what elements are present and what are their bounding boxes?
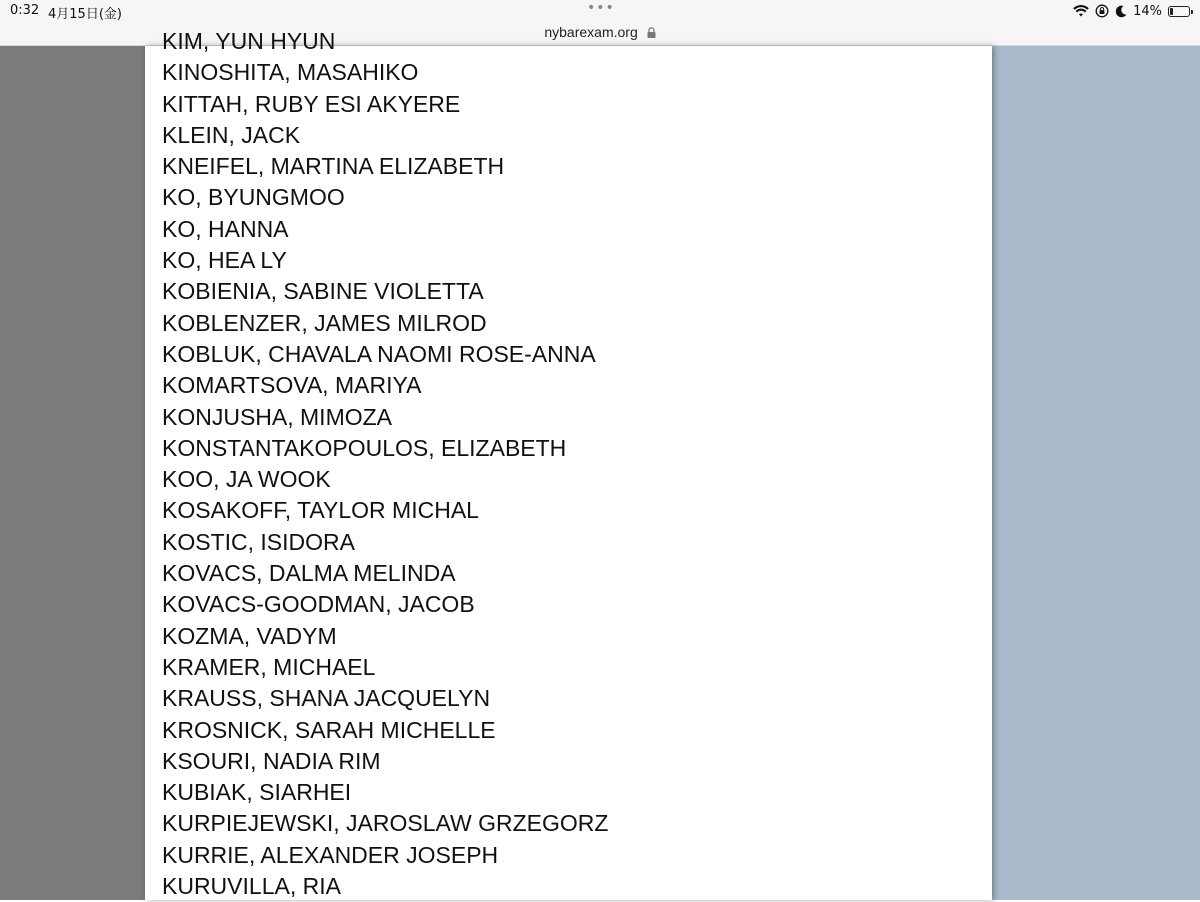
list-item: KO, HANNA <box>162 215 289 242</box>
multitasking-dots-icon[interactable]: ••• <box>587 0 615 16</box>
orientation-lock-icon <box>1095 4 1109 18</box>
list-item: KO, HEA LY <box>162 247 287 274</box>
list-item: KURUVILLA, RIA <box>162 873 341 900</box>
list-item: KITTAH, RUBY ESI AKYERE <box>162 90 461 117</box>
list-item: KOBIENIA, SABINE VIOLETTA <box>162 278 484 305</box>
list-item: KONJUSHA, MIMOZA <box>162 403 393 430</box>
status-time: 0:32 <box>10 3 40 18</box>
list-item: KLEIN, JACK <box>162 121 301 148</box>
list-item: KOSAKOFF, TAYLOR MICHAL <box>162 497 479 524</box>
list-item: KOZMA, VADYM <box>162 622 337 649</box>
list-item: KUBIAK, SIARHEI <box>162 779 352 806</box>
list-item: KO, BYUNGMOO <box>162 184 345 211</box>
list-item: KOO, JA WOOK <box>162 466 331 493</box>
list-item: KROSNICK, SARAH MICHELLE <box>162 716 496 743</box>
list-item: KOBLUK, CHAVALA NAOMI ROSE-ANNA <box>162 340 596 367</box>
moon-icon <box>1115 5 1127 18</box>
list-item: KSOURI, NADIA RIM <box>162 747 381 774</box>
list-item: KOVACS, DALMA MELINDA <box>162 560 456 587</box>
list-item: KOVACS-GOODMAN, JACOB <box>162 591 475 618</box>
candidate-name-list <box>162 26 608 902</box>
battery-level-fill <box>1170 8 1173 15</box>
address-url[interactable]: nybarexam.org <box>544 24 638 40</box>
list-item: KURRIE, ALEXANDER JOSEPH <box>162 841 499 868</box>
left-gutter <box>0 46 145 900</box>
padlock-icon <box>647 27 656 38</box>
battery-icon <box>1168 6 1190 17</box>
list-item: KURPIEJEWSKI, JAROSLAW GRZEGORZ <box>162 810 609 837</box>
list-item: KOSTIC, ISIDORA <box>162 528 355 555</box>
list-item: KIM, YUN HYUN <box>162 28 336 54</box>
wifi-icon <box>1073 4 1089 18</box>
battery-percent: 14% <box>1133 3 1162 19</box>
list-item: KNEIFEL, MARTINA ELIZABETH <box>162 153 505 180</box>
status-indicators <box>1073 2 1190 20</box>
status-bar <box>0 0 1200 22</box>
list-item: KINOSHITA, MASAHIKO <box>162 59 419 86</box>
list-item: KRAMER, MICHAEL <box>162 653 376 680</box>
list-item: KOMARTSOVA, MARIYA <box>162 372 422 399</box>
status-date: 4月15日(金) <box>48 7 122 22</box>
list-item: KOBLENZER, JAMES MILROD <box>162 309 487 336</box>
list-item: KONSTANTAKOPOULOS, ELIZABETH <box>162 434 567 461</box>
list-item: KRAUSS, SHANA JACQUELYN <box>162 685 491 712</box>
